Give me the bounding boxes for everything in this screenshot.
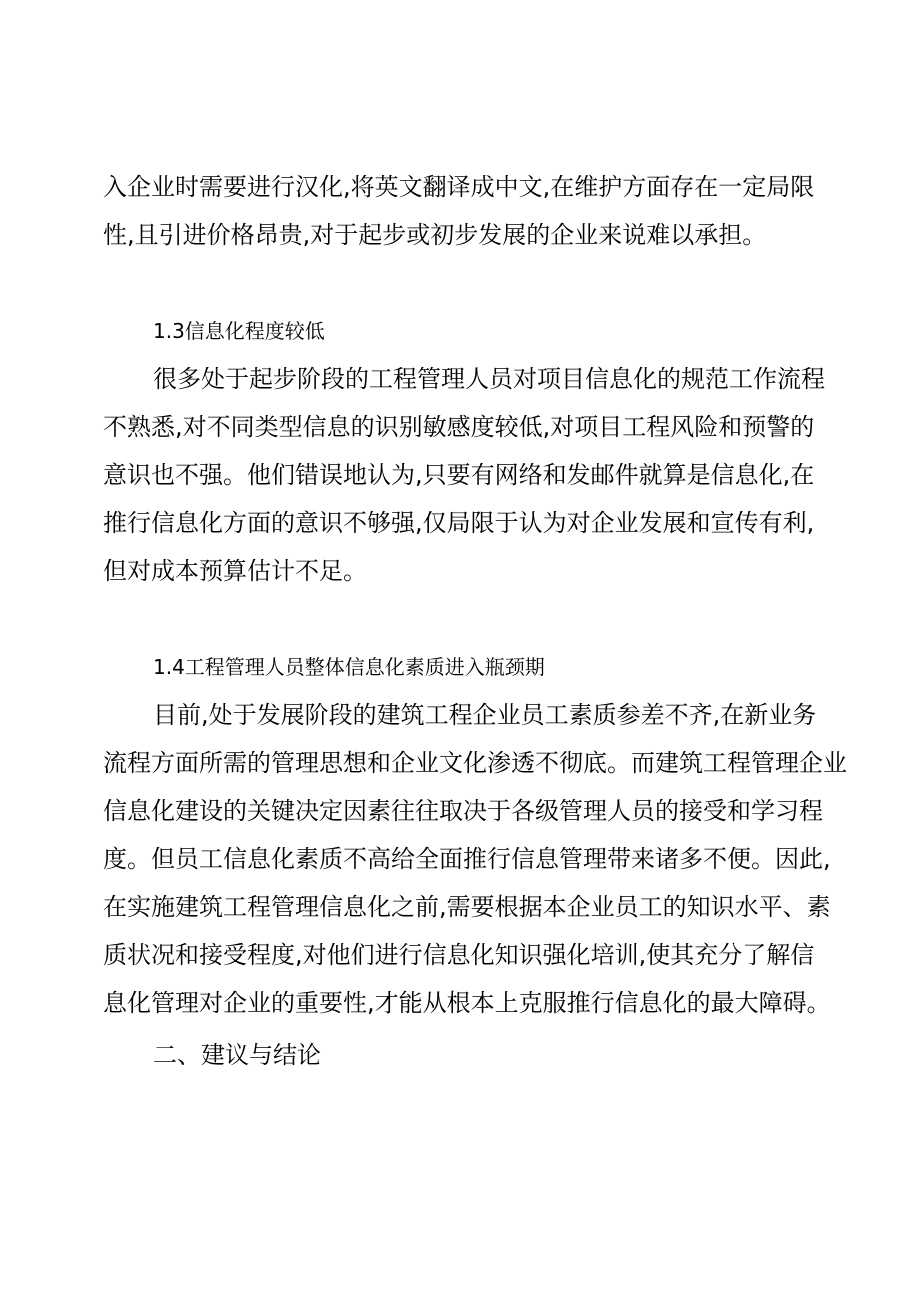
section-heading-1-3: 1.3信息化程度较低 xyxy=(153,319,325,343)
paragraph-line: 很多处于起步阶段的工程管理人员对项目信息化的规范工作流程 xyxy=(153,365,825,393)
paragraph-line: 性,且引进价格昂贵,对于起步或初步发展的企业来说难以承担。 xyxy=(103,221,767,249)
paragraph-line: 质状况和接受程度,对他们进行信息化知识强化培训,使其充分了解信 xyxy=(103,941,815,969)
paragraph-line: 意识也不强。他们错误地认为,只要有网络和发邮件就算是信息化,在 xyxy=(103,461,815,489)
paragraph-line: 流程方面所需的管理思想和企业文化渗透不彻底。而建筑工程管理企业 xyxy=(103,749,847,777)
paragraph-line: 信息化建设的关键决定因素往往取决于各级管理人员的接受和学习程 xyxy=(103,797,823,825)
paragraph-line: 推行信息化方面的意识不够强,仅局限于认为对企业发展和宣传有利, xyxy=(103,509,815,537)
paragraph-line: 息化管理对企业的重要性,才能从根本上克服推行信息化的最大障碍。 xyxy=(103,989,831,1017)
section-heading-1-4: 1.4工程管理人员整体信息化素质进入瓶颈期 xyxy=(153,655,545,679)
section-heading-2: 二、建议与结论 xyxy=(153,1041,321,1069)
paragraph-line: 度。但员工信息化素质不高给全面推行信息管理带来诸多不便。因此, xyxy=(103,845,831,873)
paragraph-line: 但对成本预算估计不足。 xyxy=(103,557,367,585)
paragraph-line: 在实施建筑工程管理信息化之前,需要根据本企业员工的知识水平、素 xyxy=(103,893,831,921)
paragraph-line: 入企业时需要进行汉化,将英文翻译成中文,在维护方面存在一定局限 xyxy=(103,173,815,201)
paragraph-line: 目前,处于发展阶段的建筑工程企业员工素质参差不齐,在新业务 xyxy=(153,701,817,729)
paragraph-line: 不熟悉,对不同类型信息的识别敏感度较低,对项目工程风险和预警的 xyxy=(103,413,815,441)
